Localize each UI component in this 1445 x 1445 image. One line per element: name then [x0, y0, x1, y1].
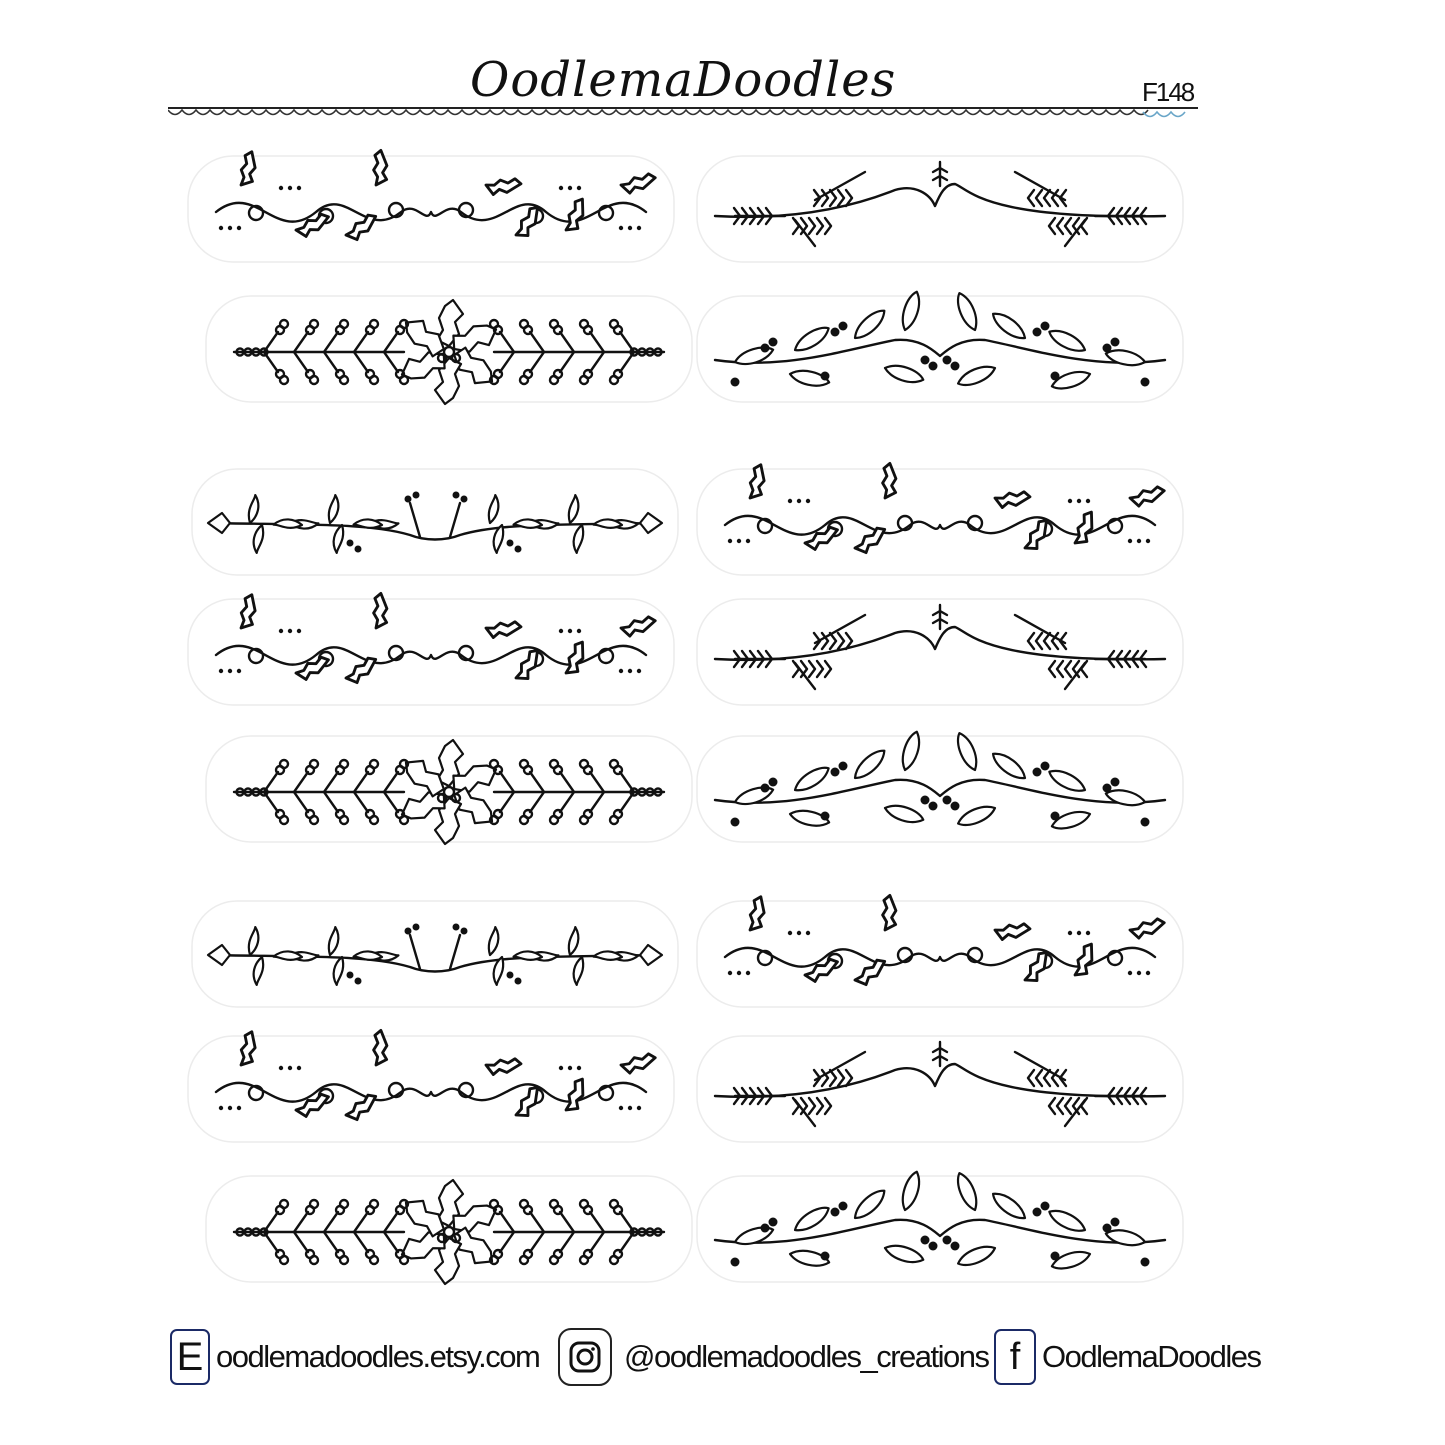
sticker-holly-swirl: [695, 463, 1185, 581]
sticker-holly-burst: [204, 290, 694, 408]
holly-swirl-ornament: [186, 593, 676, 711]
holly-swirl-ornament: [695, 895, 1185, 1013]
sticker-holly-swirl: [186, 150, 676, 268]
mistletoe-berry-ornament: [695, 1170, 1185, 1288]
footer: [170, 1322, 1261, 1392]
sticker-leafy-vine: [190, 895, 680, 1013]
etsy-link[interactable]: [170, 1322, 539, 1392]
pine-sprig-ornament: [695, 593, 1185, 711]
sticker-mistletoe-berry: [695, 730, 1185, 848]
facebook-f-icon: f: [994, 1329, 1036, 1385]
sticker-pine-sprig: [695, 1030, 1185, 1148]
sticker-holly-swirl: [186, 593, 676, 711]
instagram-icon: [558, 1328, 612, 1386]
facebook-link[interactable]: [994, 1322, 1261, 1392]
sticker-holly-swirl: [186, 1030, 676, 1148]
sticker-leafy-vine: [190, 463, 680, 581]
holly-swirl-ornament: [186, 1030, 676, 1148]
sticker-mistletoe-berry: [695, 1170, 1185, 1288]
sticker-grid: [180, 150, 1190, 1310]
leafy-vine-ornament: [190, 463, 680, 581]
instagram-handle: @oodlemadoodles_creations: [624, 1339, 989, 1374]
mistletoe-berry-ornament: [695, 730, 1185, 848]
sheet-code: F148: [1142, 77, 1194, 107]
sticker-pine-sprig: [695, 150, 1185, 268]
etsy-E-icon: E: [170, 1329, 210, 1385]
leafy-vine-ornament: [190, 895, 680, 1013]
sticker-pine-sprig: [695, 593, 1185, 711]
mistletoe-berry-ornament: [695, 290, 1185, 408]
sticker-holly-burst: [204, 730, 694, 848]
holly-swirl-ornament: [186, 150, 676, 268]
holly-burst-ornament: [204, 730, 694, 848]
brand-title: OodlemaDoodles: [470, 52, 897, 108]
scallop-border: [168, 104, 1198, 126]
pine-sprig-ornament: [695, 150, 1185, 268]
sticker-holly-swirl: [695, 895, 1185, 1013]
holly-burst-ornament: [204, 290, 694, 408]
holly-swirl-ornament: [695, 463, 1185, 581]
sticker-holly-burst: [204, 1170, 694, 1288]
pine-sprig-ornament: [695, 1030, 1185, 1148]
holly-burst-ornament: [204, 1170, 694, 1288]
etsy-url: oodlemadoodles.etsy.com: [216, 1339, 540, 1374]
sticker-mistletoe-berry: [695, 290, 1185, 408]
instagram-link[interactable]: [558, 1322, 989, 1392]
facebook-handle: OodlemaDoodles: [1042, 1339, 1261, 1374]
